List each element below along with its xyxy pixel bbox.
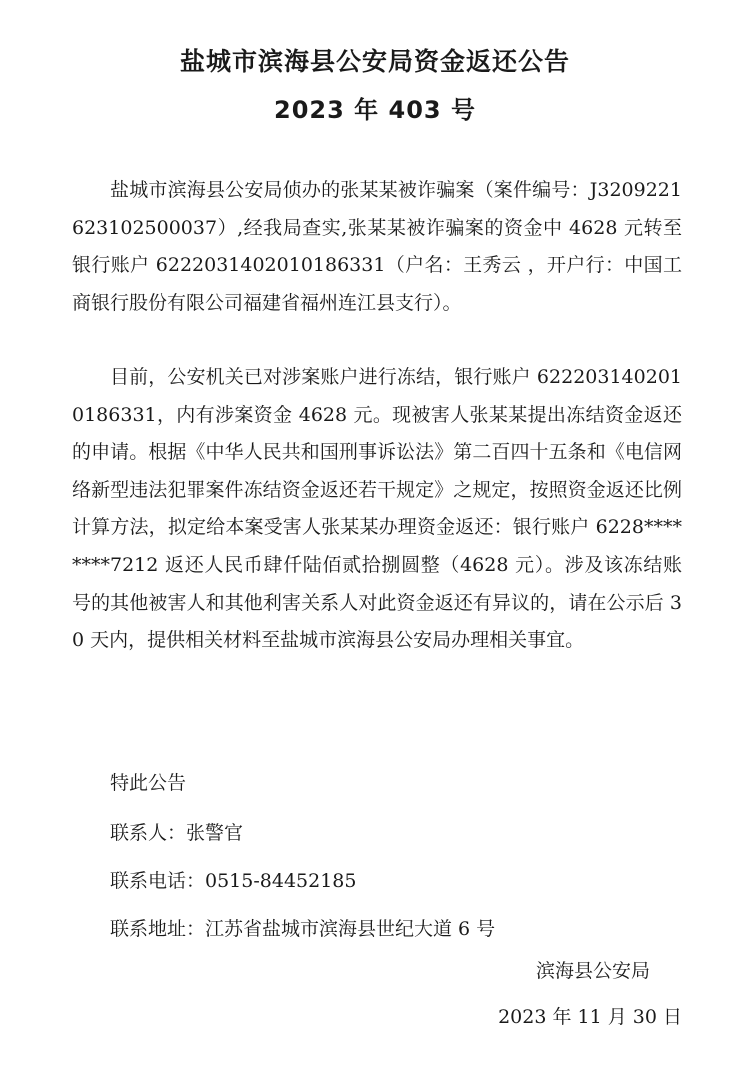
notice-number: 2023 年 403 号 <box>274 96 476 124</box>
contact-phone: 联系电话：0515-84452185 <box>110 870 357 892</box>
issue-date: 2023 年 11 月 30 日 <box>498 1006 682 1028</box>
notice-paragraph-case: 盐城市滨海县公安局侦办的张某某被诈骗案（案件编号：J3209221623102500037）,经我局查实,张某某被诈骗案的资金中 4628 元转至银行账户 6222031402010186331（户名：王秀云 ，开户行：中国工商银行股份有限公司福建省福州连江县支行）。 <box>72 179 682 314</box>
notice-title: 盐城市滨海县公安局资金返还公告 <box>179 47 570 76</box>
issuer-signature: 滨海县公安局 <box>535 960 650 982</box>
notice-closing: 特此公告 <box>110 772 187 794</box>
notice-paragraph-refund: 目前，公安机关已对涉案账户进行冻结，银行账户 6222031402010186331，内有涉案资金 4628 元。现被害人张某某提出冻结资金返还的申请。根据《中华人民共和国刑事诉讼法》第二百四十五条和《电信网络新型违法犯罪案件冻结资金返还若干规定》之规定，按照资金返还比例计算方法，拟定给本案受害人张某某办理资金返还：银行账户 6228********7212 返还人民币肆仟陆佰贰拾捌圆整（4628 元）。涉及该冻结账号的其他被害人和其他利害关系人对此资金返还有异议的，请在公示后 30 天内，提供相关材料至盐城市滨海县公安局办理相关事宜。 <box>72 366 682 652</box>
contact-address: 联系地址：江苏省盐城市滨海县世纪大道 6 号 <box>110 918 496 940</box>
contact-person: 联系人：张警官 <box>110 822 244 844</box>
